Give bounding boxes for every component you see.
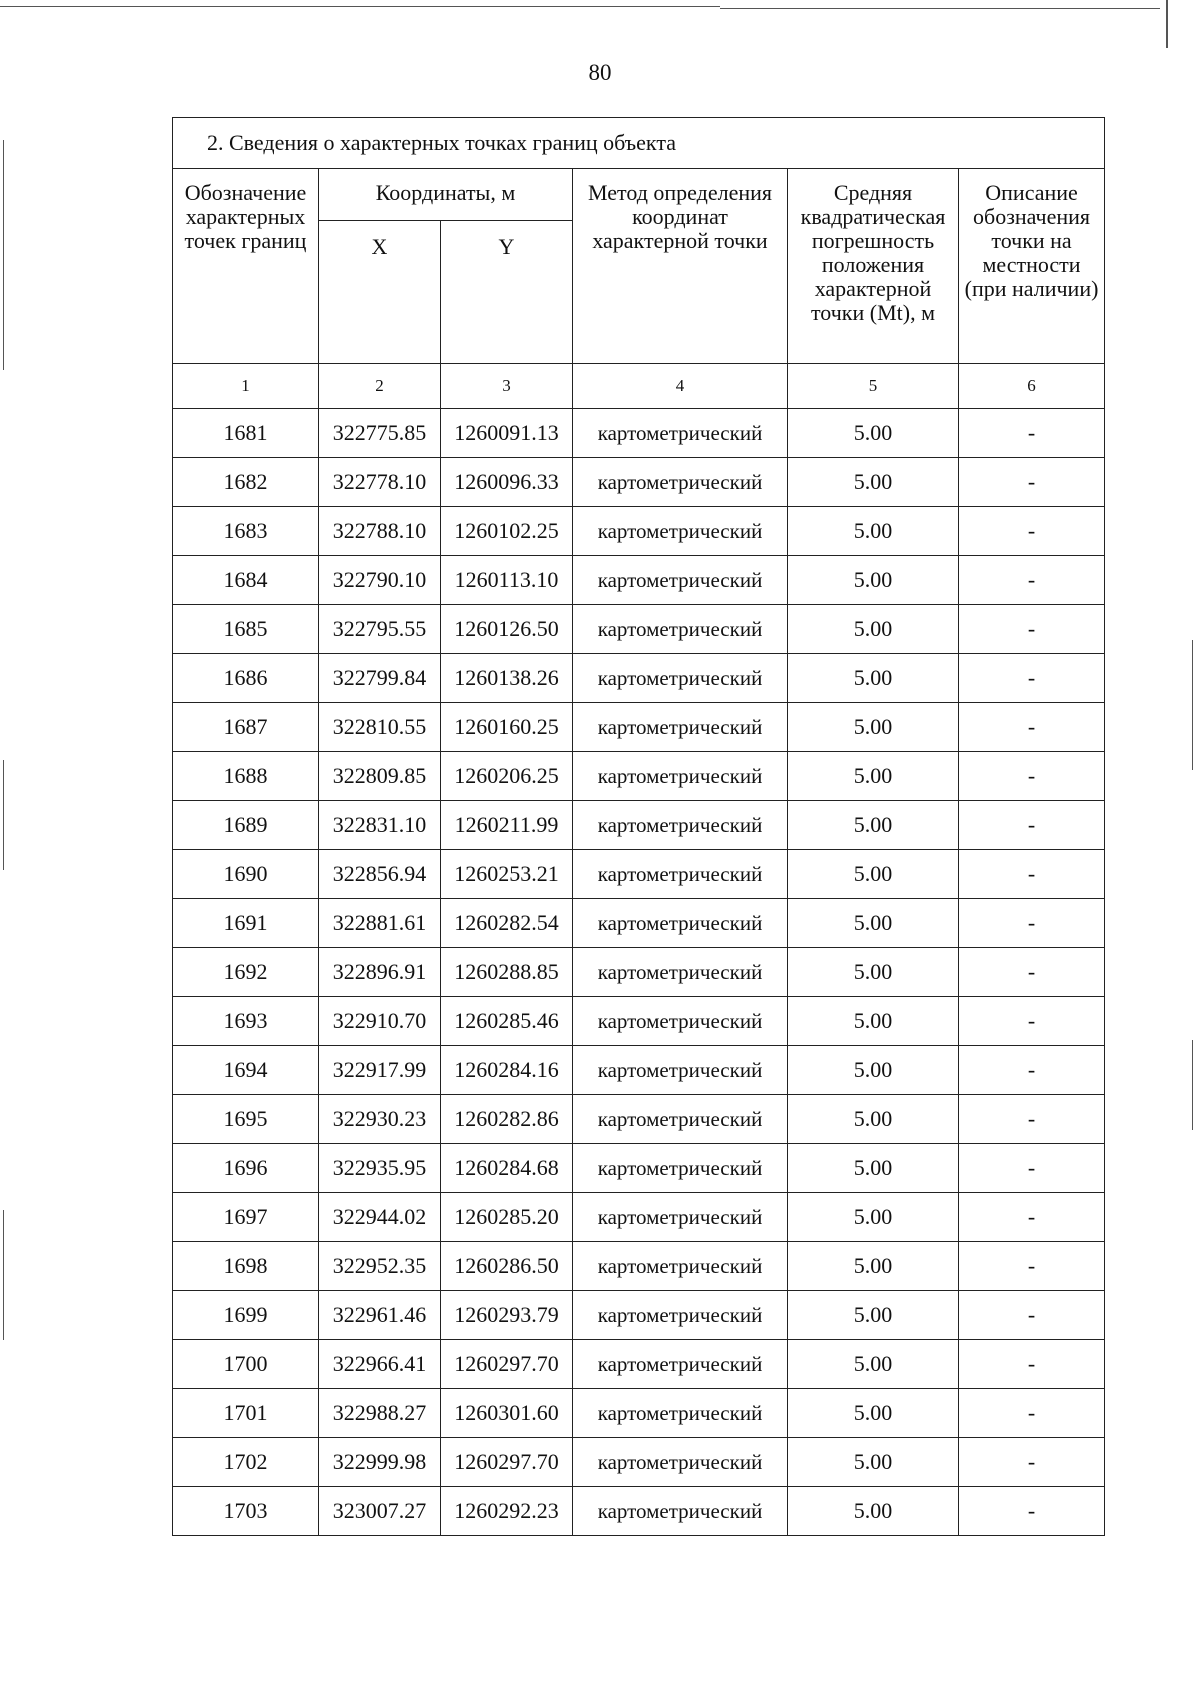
error-cell: 5.00 bbox=[788, 1095, 959, 1144]
column-number: 4 bbox=[573, 364, 788, 409]
method-cell: картометрический bbox=[573, 1193, 788, 1242]
x-coord-cell: 322795.55 bbox=[319, 605, 441, 654]
method-cell: картометрический bbox=[573, 409, 788, 458]
scan-mark-left-2 bbox=[3, 760, 4, 870]
header-x: X bbox=[319, 221, 441, 364]
point-id-cell: 1688 bbox=[173, 752, 319, 801]
table-row bbox=[173, 1340, 1105, 1389]
description-cell: - bbox=[959, 801, 1105, 850]
point-id-cell: 1684 bbox=[173, 556, 319, 605]
method-cell: картометрический bbox=[573, 556, 788, 605]
error-cell: 5.00 bbox=[788, 899, 959, 948]
column-number: 5 bbox=[788, 364, 959, 409]
y-coord-cell: 1260284.16 bbox=[441, 1046, 573, 1095]
method-cell: картометрический bbox=[573, 1046, 788, 1095]
point-id-cell: 1683 bbox=[173, 507, 319, 556]
description-cell: - bbox=[959, 1438, 1105, 1487]
error-cell: 5.00 bbox=[788, 1389, 959, 1438]
description-cell: - bbox=[959, 1144, 1105, 1193]
x-coord-cell: 322881.61 bbox=[319, 899, 441, 948]
table-row bbox=[173, 997, 1105, 1046]
header-row-1 bbox=[173, 169, 1105, 221]
scan-mark-left-3 bbox=[3, 1210, 4, 1340]
description-cell: - bbox=[959, 1046, 1105, 1095]
y-coord-cell: 1260126.50 bbox=[441, 605, 573, 654]
method-cell: картометрический bbox=[573, 1095, 788, 1144]
table-body bbox=[173, 409, 1105, 1536]
error-cell: 5.00 bbox=[788, 1046, 959, 1095]
error-cell: 5.00 bbox=[788, 507, 959, 556]
table-row bbox=[173, 654, 1105, 703]
point-id-cell: 1690 bbox=[173, 850, 319, 899]
y-coord-cell: 1260285.20 bbox=[441, 1193, 573, 1242]
method-cell: картометрический bbox=[573, 1389, 788, 1438]
y-coord-cell: 1260206.25 bbox=[441, 752, 573, 801]
point-id-cell: 1694 bbox=[173, 1046, 319, 1095]
method-cell: картометрический bbox=[573, 752, 788, 801]
table-row bbox=[173, 1144, 1105, 1193]
scan-mark-right-2 bbox=[1192, 1040, 1193, 1130]
x-coord-cell: 322917.99 bbox=[319, 1046, 441, 1095]
point-id-cell: 1700 bbox=[173, 1340, 319, 1389]
error-cell: 5.00 bbox=[788, 752, 959, 801]
y-coord-cell: 1260138.26 bbox=[441, 654, 573, 703]
error-cell: 5.00 bbox=[788, 703, 959, 752]
scan-mark-left-1 bbox=[3, 140, 4, 370]
y-coord-cell: 1260282.86 bbox=[441, 1095, 573, 1144]
y-coord-cell: 1260282.54 bbox=[441, 899, 573, 948]
y-coord-cell: 1260286.50 bbox=[441, 1242, 573, 1291]
table-row bbox=[173, 409, 1105, 458]
description-cell: - bbox=[959, 605, 1105, 654]
x-coord-cell: 322778.10 bbox=[319, 458, 441, 507]
method-cell: картометрический bbox=[573, 507, 788, 556]
y-coord-cell: 1260096.33 bbox=[441, 458, 573, 507]
description-cell: - bbox=[959, 409, 1105, 458]
y-coord-cell: 1260113.10 bbox=[441, 556, 573, 605]
method-cell: картометрический bbox=[573, 997, 788, 1046]
scan-edge-top-right bbox=[720, 8, 1160, 9]
table-row bbox=[173, 507, 1105, 556]
column-number: 2 bbox=[319, 364, 441, 409]
table-row bbox=[173, 752, 1105, 801]
method-cell: картометрический bbox=[573, 458, 788, 507]
table-row bbox=[173, 1242, 1105, 1291]
description-cell: - bbox=[959, 899, 1105, 948]
column-number: 6 bbox=[959, 364, 1105, 409]
table-title-row bbox=[173, 118, 1105, 169]
description-cell: - bbox=[959, 948, 1105, 997]
point-id-cell: 1702 bbox=[173, 1438, 319, 1487]
table-row bbox=[173, 1095, 1105, 1144]
error-cell: 5.00 bbox=[788, 801, 959, 850]
point-id-cell: 1685 bbox=[173, 605, 319, 654]
y-coord-cell: 1260160.25 bbox=[441, 703, 573, 752]
error-cell: 5.00 bbox=[788, 654, 959, 703]
point-id-cell: 1701 bbox=[173, 1389, 319, 1438]
x-coord-cell: 322988.27 bbox=[319, 1389, 441, 1438]
x-coord-cell: 322896.91 bbox=[319, 948, 441, 997]
x-coord-cell: 322790.10 bbox=[319, 556, 441, 605]
header-point: Обозначение характерных точек границ bbox=[173, 169, 319, 364]
error-cell: 5.00 bbox=[788, 1144, 959, 1193]
description-cell: - bbox=[959, 1389, 1105, 1438]
x-coord-cell: 322935.95 bbox=[319, 1144, 441, 1193]
page-number: 80 bbox=[588, 60, 612, 85]
x-coord-cell: 322961.46 bbox=[319, 1291, 441, 1340]
description-cell: - bbox=[959, 654, 1105, 703]
table-row bbox=[173, 1487, 1105, 1536]
point-id-cell: 1698 bbox=[173, 1242, 319, 1291]
description-cell: - bbox=[959, 1340, 1105, 1389]
error-cell: 5.00 bbox=[788, 1487, 959, 1536]
error-cell: 5.00 bbox=[788, 1438, 959, 1487]
point-id-cell: 1696 bbox=[173, 1144, 319, 1193]
description-cell: - bbox=[959, 703, 1105, 752]
table-row bbox=[173, 458, 1105, 507]
y-coord-cell: 1260091.13 bbox=[441, 409, 573, 458]
point-id-cell: 1693 bbox=[173, 997, 319, 1046]
scan-edge-top bbox=[0, 6, 720, 7]
boundary-points-table bbox=[172, 117, 1105, 1536]
y-coord-cell: 1260253.21 bbox=[441, 850, 573, 899]
scan-edge-right bbox=[1166, 0, 1168, 48]
error-cell: 5.00 bbox=[788, 605, 959, 654]
error-cell: 5.00 bbox=[788, 1291, 959, 1340]
header-description: Описание обозначения точки на местности (при наличии) bbox=[959, 169, 1105, 364]
header-coords: Координаты, м bbox=[319, 169, 573, 221]
point-id-cell: 1703 bbox=[173, 1487, 319, 1536]
point-id-cell: 1695 bbox=[173, 1095, 319, 1144]
method-cell: картометрический bbox=[573, 1438, 788, 1487]
description-cell: - bbox=[959, 458, 1105, 507]
x-coord-cell: 322810.55 bbox=[319, 703, 441, 752]
method-cell: картометрический bbox=[573, 1242, 788, 1291]
x-coord-cell: 322952.35 bbox=[319, 1242, 441, 1291]
error-cell: 5.00 bbox=[788, 1340, 959, 1389]
y-coord-cell: 1260284.68 bbox=[441, 1144, 573, 1193]
description-cell: - bbox=[959, 556, 1105, 605]
table-row bbox=[173, 605, 1105, 654]
x-coord-cell: 322788.10 bbox=[319, 507, 441, 556]
description-cell: - bbox=[959, 850, 1105, 899]
header-y: Y bbox=[441, 221, 573, 364]
column-number: 1 bbox=[173, 364, 319, 409]
error-cell: 5.00 bbox=[788, 948, 959, 997]
y-coord-cell: 1260102.25 bbox=[441, 507, 573, 556]
error-cell: 5.00 bbox=[788, 850, 959, 899]
method-cell: картометрический bbox=[573, 899, 788, 948]
error-cell: 5.00 bbox=[788, 409, 959, 458]
y-coord-cell: 1260293.79 bbox=[441, 1291, 573, 1340]
x-coord-cell: 323007.27 bbox=[319, 1487, 441, 1536]
error-cell: 5.00 bbox=[788, 997, 959, 1046]
table-row bbox=[173, 948, 1105, 997]
x-coord-cell: 322966.41 bbox=[319, 1340, 441, 1389]
point-id-cell: 1687 bbox=[173, 703, 319, 752]
description-cell: - bbox=[959, 1242, 1105, 1291]
scan-mark-right-1 bbox=[1192, 640, 1193, 770]
description-cell: - bbox=[959, 1487, 1105, 1536]
point-id-cell: 1699 bbox=[173, 1291, 319, 1340]
x-coord-cell: 322856.94 bbox=[319, 850, 441, 899]
point-id-cell: 1691 bbox=[173, 899, 319, 948]
description-cell: - bbox=[959, 1291, 1105, 1340]
y-coord-cell: 1260301.60 bbox=[441, 1389, 573, 1438]
table-row bbox=[173, 1389, 1105, 1438]
table-row bbox=[173, 801, 1105, 850]
table-row bbox=[173, 899, 1105, 948]
y-coord-cell: 1260297.70 bbox=[441, 1438, 573, 1487]
method-cell: картометрический bbox=[573, 605, 788, 654]
description-cell: - bbox=[959, 752, 1105, 801]
point-id-cell: 1697 bbox=[173, 1193, 319, 1242]
x-coord-cell: 322944.02 bbox=[319, 1193, 441, 1242]
method-cell: картометрический bbox=[573, 801, 788, 850]
description-cell: - bbox=[959, 507, 1105, 556]
method-cell: картометрический bbox=[573, 948, 788, 997]
x-coord-cell: 322799.84 bbox=[319, 654, 441, 703]
y-coord-cell: 1260288.85 bbox=[441, 948, 573, 997]
y-coord-cell: 1260292.23 bbox=[441, 1487, 573, 1536]
description-cell: - bbox=[959, 997, 1105, 1046]
method-cell: картометрический bbox=[573, 703, 788, 752]
table-row bbox=[173, 556, 1105, 605]
point-id-cell: 1682 bbox=[173, 458, 319, 507]
column-number-row bbox=[173, 364, 1105, 409]
method-cell: картометрический bbox=[573, 850, 788, 899]
x-coord-cell: 322910.70 bbox=[319, 997, 441, 1046]
x-coord-cell: 322809.85 bbox=[319, 752, 441, 801]
table-row bbox=[173, 850, 1105, 899]
method-cell: картометрический bbox=[573, 1291, 788, 1340]
table-row bbox=[173, 1046, 1105, 1095]
y-coord-cell: 1260285.46 bbox=[441, 997, 573, 1046]
column-number: 3 bbox=[441, 364, 573, 409]
x-coord-cell: 322999.98 bbox=[319, 1438, 441, 1487]
error-cell: 5.00 bbox=[788, 1242, 959, 1291]
error-cell: 5.00 bbox=[788, 1193, 959, 1242]
error-cell: 5.00 bbox=[788, 458, 959, 507]
table-row bbox=[173, 1438, 1105, 1487]
point-id-cell: 1689 bbox=[173, 801, 319, 850]
point-id-cell: 1686 bbox=[173, 654, 319, 703]
point-id-cell: 1681 bbox=[173, 409, 319, 458]
header-method: Метод определения координат характерной точки bbox=[573, 169, 788, 364]
y-coord-cell: 1260297.70 bbox=[441, 1340, 573, 1389]
point-id-cell: 1692 bbox=[173, 948, 319, 997]
description-cell: - bbox=[959, 1193, 1105, 1242]
method-cell: картометрический bbox=[573, 1340, 788, 1389]
error-cell: 5.00 bbox=[788, 556, 959, 605]
description-cell: - bbox=[959, 1095, 1105, 1144]
table-row bbox=[173, 1291, 1105, 1340]
x-coord-cell: 322775.85 bbox=[319, 409, 441, 458]
method-cell: картометрический bbox=[573, 654, 788, 703]
table-row bbox=[173, 1193, 1105, 1242]
table-row bbox=[173, 703, 1105, 752]
x-coord-cell: 322930.23 bbox=[319, 1095, 441, 1144]
y-coord-cell: 1260211.99 bbox=[441, 801, 573, 850]
x-coord-cell: 322831.10 bbox=[319, 801, 441, 850]
header-error: Средняя квадратическая погрешность положения характерной точки (Mt), м bbox=[788, 169, 959, 364]
method-cell: картометрический bbox=[573, 1144, 788, 1193]
method-cell: картометрический bbox=[573, 1487, 788, 1536]
table-title: 2. Сведения о характерных точках границ объекта bbox=[173, 118, 1105, 169]
